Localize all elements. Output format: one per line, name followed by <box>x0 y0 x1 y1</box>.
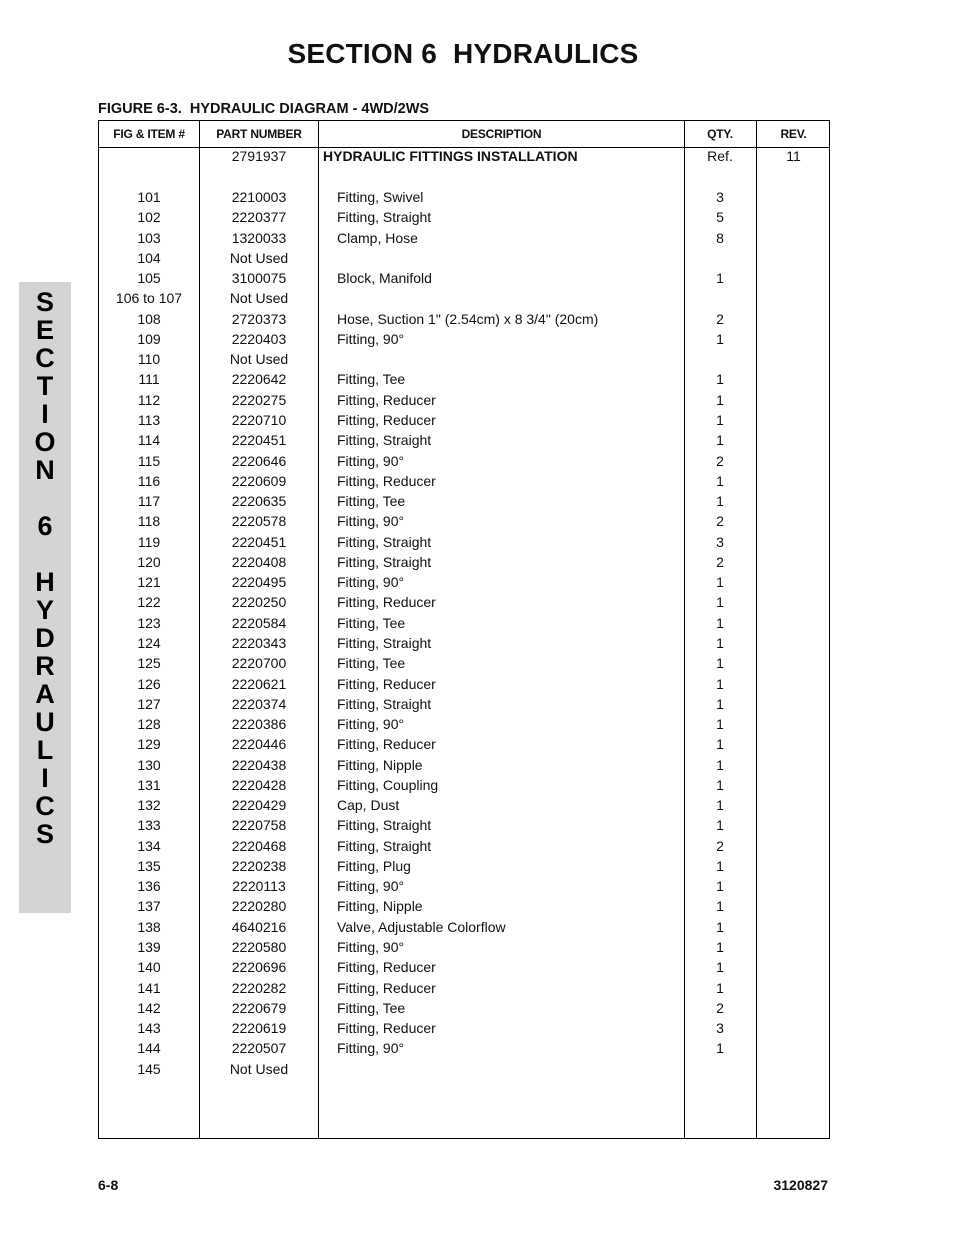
row-item: 105 <box>137 270 161 287</box>
page-title: SECTION 6 HYDRAULICS <box>287 38 639 69</box>
row-qty: 3 <box>716 189 724 205</box>
row-qty: 1 <box>716 918 724 935</box>
header-rev: REV. <box>780 127 807 141</box>
table-row <box>99 552 829 572</box>
row-qty: 1 <box>716 736 724 753</box>
row-description: Fitting, Plug <box>337 857 411 874</box>
row-qty: 1 <box>716 391 724 408</box>
row-part-number: 2220700 <box>231 655 287 672</box>
table-row <box>99 511 829 531</box>
side-tab-letter: U <box>35 707 55 737</box>
row-qty: 3 <box>716 533 724 550</box>
row-part-number: Not Used <box>229 1060 289 1077</box>
row-description: Fitting, Tee <box>337 614 406 631</box>
table-row <box>99 1018 829 1038</box>
row-description: Clamp, Hose <box>337 229 418 246</box>
row-description: Fitting, Coupling <box>337 776 439 793</box>
section-side-tab <box>19 282 71 913</box>
row-item: 104 <box>137 249 161 266</box>
row-qty: 1 <box>716 432 724 449</box>
table-row <box>99 1038 829 1058</box>
row-description: Fitting, Straight <box>337 695 432 712</box>
row-qty: 1 <box>716 776 724 793</box>
side-tab-letters <box>19 288 71 848</box>
row-description: Fitting, Straight <box>337 634 432 651</box>
table-row <box>99 633 829 653</box>
table-row <box>99 410 829 430</box>
row-item: 109 <box>137 330 161 347</box>
row-part-number: 2220275 <box>231 391 287 408</box>
table-row <box>99 1059 829 1079</box>
table-row <box>99 917 829 937</box>
row-description: Fitting, Straight <box>337 533 432 550</box>
row-qty: 1 <box>716 979 724 996</box>
row-description: Fitting, Tee <box>337 999 406 1016</box>
row-item: 136 <box>137 878 161 895</box>
table-row <box>99 957 829 977</box>
row-description: Fitting, Reducer <box>337 675 436 692</box>
row-qty: 1 <box>716 634 724 651</box>
row-part-number: 2220386 <box>231 716 287 732</box>
row-qty: 3 <box>716 1020 724 1037</box>
row-part-number: 2220429 <box>231 797 287 814</box>
row-item: 144 <box>137 1040 161 1057</box>
row-part-number: 2220580 <box>231 939 287 955</box>
row-item: 140 <box>137 959 161 976</box>
parts-table <box>98 120 830 1139</box>
row-part-number: 2220758 <box>231 817 287 834</box>
row-qty: 1 <box>716 716 724 732</box>
row-item: 111 <box>138 371 160 388</box>
table-row <box>99 349 829 369</box>
table-row <box>99 734 829 754</box>
row-part-number: 2791937 <box>231 148 287 164</box>
row-part-number: 2220646 <box>231 452 287 469</box>
row-description: Fitting, Nipple <box>337 898 423 915</box>
row-item: 114 <box>137 432 161 449</box>
row-description: Fitting, Straight <box>337 432 432 449</box>
row-item: 121 <box>137 574 161 591</box>
row-part-number: 2220377 <box>231 209 287 226</box>
row-description: Fitting, Swivel <box>337 189 424 205</box>
table-row <box>99 309 829 329</box>
row-part-number: 2720373 <box>231 310 287 327</box>
row-item: 138 <box>137 918 161 935</box>
side-tab-letter: O <box>34 427 56 457</box>
row-part-number: 2220238 <box>231 857 287 874</box>
row-description: Fitting, Reducer <box>337 736 436 753</box>
row-qty: 1 <box>716 939 724 955</box>
row-qty: 1 <box>716 330 724 347</box>
row-description: Fitting, Straight <box>337 837 432 854</box>
side-tab-letter: A <box>35 679 55 709</box>
row-item: 132 <box>137 797 161 814</box>
row-part-number: 2220374 <box>231 695 287 712</box>
table-row <box>99 491 829 511</box>
row-qty: 1 <box>716 695 724 712</box>
row-description: Fitting, 90° <box>337 574 405 591</box>
row-description: Fitting, Reducer <box>337 594 436 611</box>
header-part-number: PART NUMBER <box>216 127 302 141</box>
row-qty: 1 <box>716 878 724 895</box>
row-item: 130 <box>137 756 161 773</box>
row-item: 131 <box>137 776 161 793</box>
row-part-number: 2220495 <box>231 574 287 591</box>
table-row <box>99 836 829 856</box>
row-part-number: 2220403 <box>231 330 287 347</box>
row-item: 112 <box>137 391 161 408</box>
row-part-number: 2220621 <box>231 675 287 692</box>
row-qty: 2 <box>716 310 724 327</box>
row-item: 113 <box>137 412 161 428</box>
side-tab-letter: N <box>35 455 55 485</box>
row-description: Fitting, Reducer <box>337 391 436 408</box>
row-item: 135 <box>137 857 161 874</box>
row-description: Fitting, Tee <box>337 493 406 510</box>
row-item: 117 <box>137 493 161 510</box>
row-qty: 1 <box>716 472 724 489</box>
row-part-number: 2220438 <box>231 756 287 773</box>
row-item: 141 <box>137 979 161 996</box>
table-row <box>99 937 829 957</box>
table-row <box>99 998 829 1018</box>
side-tab-letter: I <box>41 399 49 429</box>
side-tab-letter: 6 <box>37 511 53 541</box>
document-number: 3120827 <box>773 1177 828 1193</box>
header-description: DESCRIPTION <box>461 127 542 141</box>
table-row <box>99 795 829 815</box>
row-part-number: 2220635 <box>231 493 287 510</box>
row-description: Fitting, 90° <box>337 1040 405 1057</box>
side-tab-letter: L <box>36 735 54 765</box>
header-qty: QTY. <box>707 127 733 141</box>
table-row-main-assembly <box>99 146 829 166</box>
row-item: 115 <box>137 452 161 469</box>
row-part-number: 2220428 <box>231 776 287 793</box>
row-description: Fitting, Reducer <box>337 979 436 996</box>
figure-caption: FIGURE 6-3. HYDRAULIC DIAGRAM - 4WD/2WS <box>98 101 430 117</box>
row-part-number: 2220280 <box>231 898 287 915</box>
row-qty: 1 <box>716 817 724 834</box>
table-row <box>99 288 829 308</box>
row-qty: 2 <box>716 553 724 570</box>
row-part-number: 2220446 <box>231 736 287 753</box>
row-description: Fitting, 90° <box>337 452 405 469</box>
row-item: 103 <box>137 229 161 246</box>
row-qty: 8 <box>716 229 724 246</box>
row-description: Block, Manifold <box>337 270 432 287</box>
row-qty: 1 <box>716 857 724 874</box>
row-description: Fitting, 90° <box>337 716 405 732</box>
row-description: Cap, Dust <box>337 797 400 814</box>
table-row <box>99 815 829 835</box>
row-qty: 2 <box>716 513 724 530</box>
row-part-number: 2220696 <box>231 959 287 976</box>
row-part-number: 2220343 <box>231 634 287 651</box>
row-description: HYDRAULIC FITTINGS INSTALLATION <box>323 148 578 164</box>
side-tab-letter: E <box>35 315 54 345</box>
table-row <box>99 532 829 552</box>
side-tab-letter: C <box>35 791 55 821</box>
row-part-number: 2210003 <box>231 189 287 205</box>
side-tab-letter: D <box>35 623 55 653</box>
table-row <box>99 268 829 288</box>
row-qty: 1 <box>716 371 724 388</box>
row-description: Fitting, Nipple <box>337 756 423 773</box>
table-row <box>99 430 829 450</box>
side-tab-letter: Y <box>35 595 54 625</box>
row-item: 102 <box>137 209 161 226</box>
row-description: Fitting, Straight <box>337 209 432 226</box>
side-tab-letter: T <box>36 371 54 401</box>
side-tab-letter: C <box>35 343 55 373</box>
row-item: 124 <box>137 634 161 651</box>
row-description: Fitting, 90° <box>337 878 405 895</box>
row-item: 108 <box>137 310 161 327</box>
row-item: 106 to 107 <box>115 290 183 307</box>
table-row <box>99 451 829 471</box>
table-row <box>99 613 829 633</box>
row-part-number: 2220468 <box>231 837 287 854</box>
table-row <box>99 876 829 896</box>
row-part-number: 2220710 <box>231 412 287 428</box>
table-row <box>99 228 829 248</box>
row-item: 120 <box>137 553 161 570</box>
row-part-number: 2220679 <box>231 999 287 1016</box>
table-row <box>99 856 829 876</box>
row-qty: 2 <box>716 452 724 469</box>
row-item: 139 <box>137 939 161 955</box>
row-item: 143 <box>137 1020 161 1037</box>
row-description: Fitting, Reducer <box>337 959 436 976</box>
row-description: Fitting, Reducer <box>337 1020 436 1037</box>
row-part-number: Not Used <box>229 290 289 307</box>
row-qty: 1 <box>716 493 724 510</box>
row-item: 110 <box>137 351 161 368</box>
row-description: Valve, Adjustable Colorflow <box>337 918 506 935</box>
row-qty: 1 <box>716 797 724 814</box>
row-description: Fitting, 90° <box>337 330 405 347</box>
row-description: Fitting, Reducer <box>337 412 436 428</box>
row-qty: 1 <box>716 655 724 672</box>
row-rev: 11 <box>786 148 801 164</box>
table-row <box>99 592 829 612</box>
row-qty: 5 <box>716 209 724 226</box>
row-description: Fitting, Tee <box>337 371 406 388</box>
row-description: Hose, Suction 1" (2.54cm) x 8 3/4" (20cm) <box>337 310 599 327</box>
row-part-number: Not Used <box>229 249 289 266</box>
row-qty: 1 <box>716 412 724 428</box>
row-qty: 1 <box>716 959 724 976</box>
row-item: 123 <box>137 614 161 631</box>
row-item: 127 <box>137 695 161 712</box>
row-item: 137 <box>137 898 161 915</box>
row-part-number: 2220451 <box>231 533 287 550</box>
row-part-number: 2220584 <box>231 614 287 631</box>
table-row <box>99 694 829 714</box>
table-row <box>99 390 829 410</box>
row-item: 128 <box>137 716 161 732</box>
row-qty: 1 <box>716 675 724 692</box>
row-qty: Ref. <box>707 148 733 164</box>
row-item: 145 <box>137 1060 161 1077</box>
row-part-number: 2220282 <box>231 979 287 996</box>
table-row <box>99 471 829 491</box>
row-qty: 1 <box>716 898 724 915</box>
row-item: 101 <box>137 189 161 205</box>
table-row <box>99 248 829 268</box>
table-row <box>99 207 829 227</box>
table-row <box>99 329 829 349</box>
row-description: Fitting, 90° <box>337 939 405 955</box>
row-part-number: 2220642 <box>231 371 287 388</box>
side-tab-letter: S <box>35 287 54 317</box>
row-item: 133 <box>137 817 161 834</box>
page-number: 6-8 <box>98 1177 119 1193</box>
row-part-number: 2220578 <box>231 513 287 530</box>
table-row <box>99 978 829 998</box>
row-item: 118 <box>137 513 161 530</box>
row-item: 116 <box>137 472 161 489</box>
side-tab-letter: H <box>35 567 55 597</box>
row-part-number: 2220619 <box>231 1020 287 1037</box>
table-row <box>99 572 829 592</box>
row-description: Fitting, Straight <box>337 553 432 570</box>
row-item: 126 <box>137 675 161 692</box>
row-description: Fitting, 90° <box>337 513 405 530</box>
row-qty: 1 <box>716 270 724 287</box>
row-item: 125 <box>137 655 161 672</box>
row-qty: 1 <box>716 574 724 591</box>
row-qty: 1 <box>716 1040 724 1057</box>
table-header <box>99 121 829 148</box>
row-qty: 1 <box>716 614 724 631</box>
row-part-number: 4640216 <box>231 918 287 935</box>
row-qty: 2 <box>716 999 724 1016</box>
row-part-number: 2220408 <box>231 553 287 570</box>
table-row <box>99 775 829 795</box>
row-item: 134 <box>137 837 161 854</box>
row-item: 142 <box>137 999 161 1016</box>
row-part-number: 2220250 <box>231 594 287 611</box>
row-qty: 1 <box>716 594 724 611</box>
table-row <box>99 714 829 734</box>
row-part-number: Not Used <box>229 351 289 368</box>
row-description: Fitting, Reducer <box>337 472 436 489</box>
row-item: 119 <box>137 533 161 550</box>
row-description: Fitting, Straight <box>337 817 432 834</box>
row-item: 122 <box>137 594 161 611</box>
row-qty: 1 <box>716 756 724 773</box>
row-part-number: 1320033 <box>231 229 287 246</box>
row-part-number: 2220451 <box>231 432 287 449</box>
header-fig-item: FIG & ITEM # <box>113 127 185 141</box>
table-row <box>99 755 829 775</box>
table-row <box>99 653 829 673</box>
side-tab-letter: S <box>35 819 54 849</box>
row-item: 129 <box>137 736 161 753</box>
table-row <box>99 674 829 694</box>
side-tab-letter: R <box>35 651 55 681</box>
row-description: Fitting, Tee <box>337 655 406 672</box>
row-qty: 2 <box>716 837 724 854</box>
table-row <box>99 187 829 207</box>
row-part-number: 2220113 <box>232 878 286 895</box>
table-row <box>99 369 829 389</box>
row-part-number: 2220507 <box>231 1040 287 1057</box>
side-tab-letter: I <box>41 763 49 793</box>
table-row <box>99 896 829 916</box>
row-part-number: 3100075 <box>231 270 287 287</box>
row-part-number: 2220609 <box>231 472 287 489</box>
